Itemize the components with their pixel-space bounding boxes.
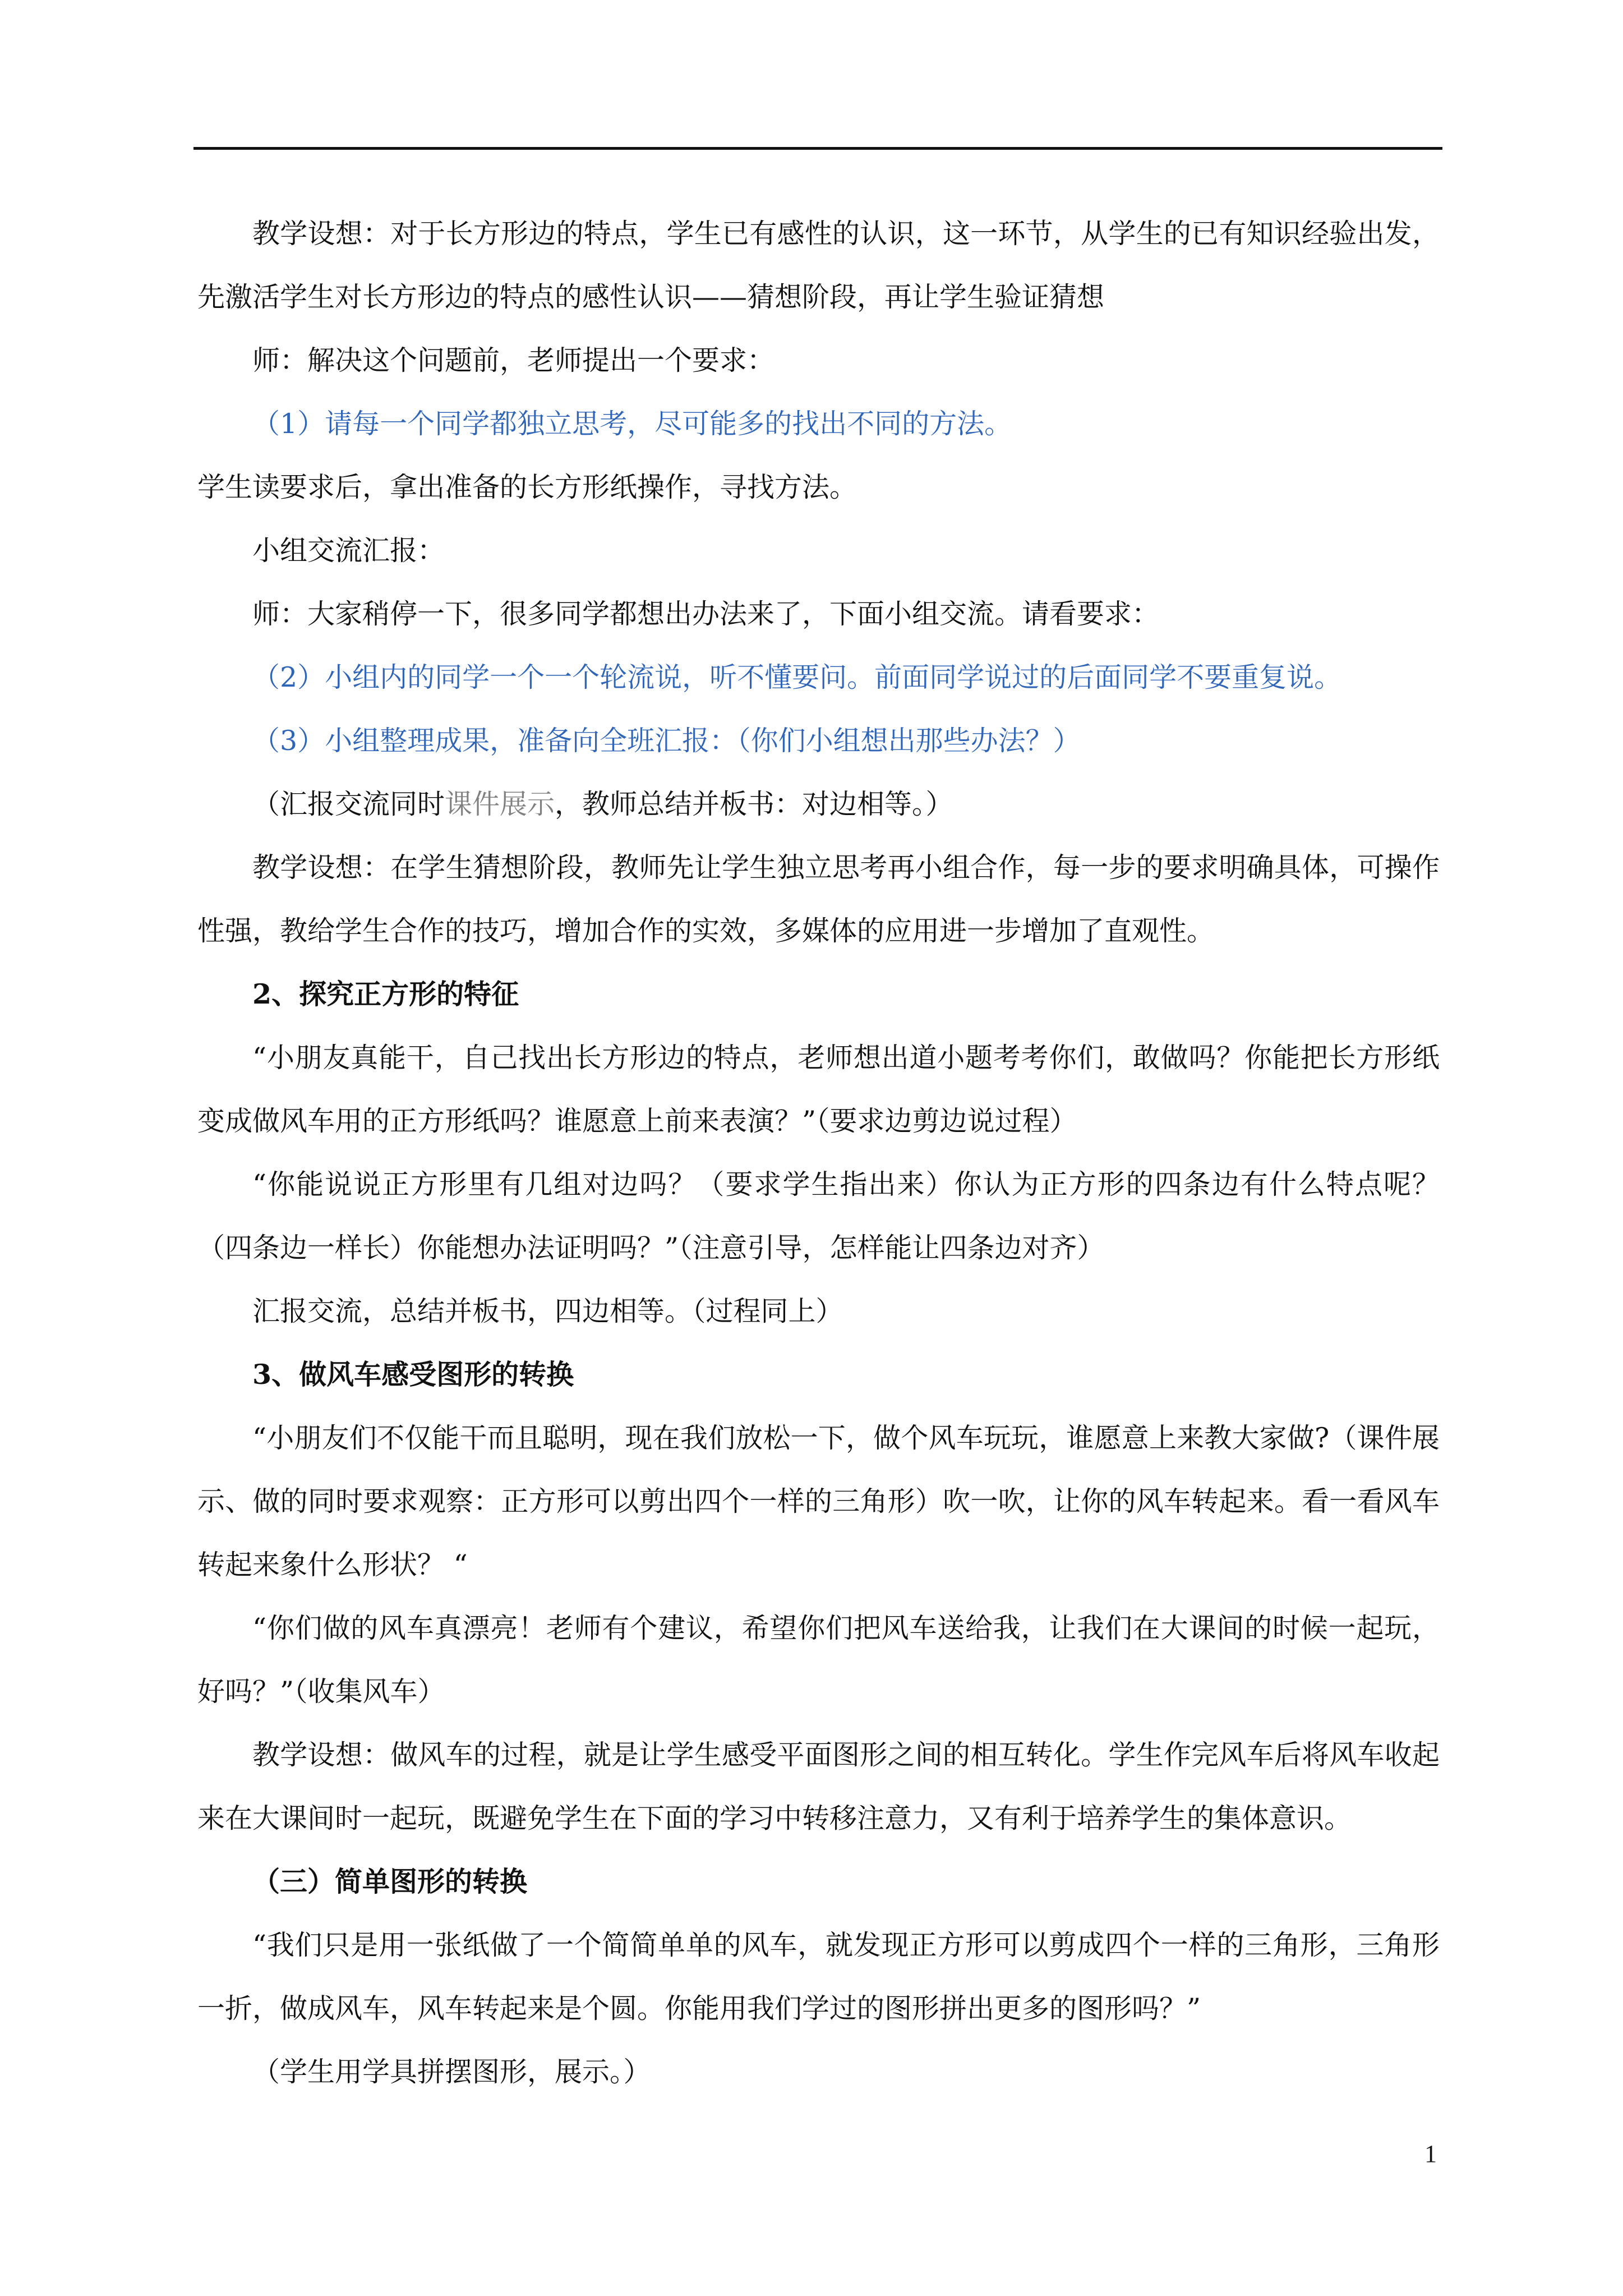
- section-heading-simple-shapes: （三）简单图形的转换: [252, 1865, 528, 1898]
- student-action-line: 学生读要求后，拿出准备的长方形纸操作，寻找方法。: [197, 471, 857, 503]
- teacher-line: 师：解决这个问题前，老师提出一个要求：: [252, 344, 775, 376]
- square-quote-2: “你能说说正方形里有几组对边吗？（要求学生指出来）你认为正方形的四条边有什么特点呢？（四条边一样长）你能想办法证明吗？”（注意引导，怎样能让四条边对齐）: [197, 1168, 1440, 1264]
- windmill-quote-1: “小朋友们不仅能干而且聪明，现在我们放松一下，做个风车玩玩，谁愿意上来教大家做?（课件展示、做的同时要求观察：正方形可以剪出四个一样的三角形）吹一吹，让你的风车转起来。看一看风车转起来象什么形状？ “: [197, 1422, 1440, 1581]
- group-report-line: 小组交流汇报：: [252, 535, 445, 567]
- teaching-idea-paragraph-2: 教学设想：在学生猜想阶段，教师先让学生独立思考再小组合作，每一步的要求明确具体，可操作性强，教给学生合作的技巧，增加合作的实效，多媒体的应用进一步增加了直观性。: [197, 852, 1440, 947]
- student-display-line: （学生用学具拼摆图形，展示。）: [252, 2056, 651, 2088]
- requirement-2: （2）小组内的同学一个一个轮流说，听不懂要问。前面同学说过的后面同学不要重复说。: [252, 661, 1342, 693]
- teaching-idea-paragraph: 教学设想：对于长方形边的特点，学生已有感性的认识，这一环节，从学生的已有知识经验出发，先激活学生对长方形边的特点的感性认识——猜想阶段，再让学生验证猜想: [197, 218, 1440, 313]
- header-rule: [193, 147, 1442, 150]
- report-summary-part-a: （汇报交流同时: [252, 788, 445, 820]
- teaching-idea-paragraph-3: 教学设想：做风车的过程，就是让学生感受平面图形之间的相互转化。学生作完风车后将风车收起来在大课间时一起玩，既避免学生在下面的学习中转移注意力，又有利于培养学生的集体意识。: [197, 1739, 1440, 1834]
- report-summary-part-c: ，教师总结并板书：对边相等。）: [555, 788, 953, 820]
- body-text: [197, 202, 1440, 2104]
- page-number: 1: [1424, 2140, 1437, 2168]
- shape-transform-quote: “我们只是用一张纸做了一个简简单单的风车，就发现正方形可以剪成四个一样的三角形，三角形一折，做成风车，风车转起来是个圆。你能用我们学过的图形拼出更多的图形吗？”: [197, 1929, 1440, 2024]
- courseware-display-text: 课件展示: [445, 788, 555, 820]
- square-quote-1: “小朋友真能干，自己找出长方形边的特点，老师想出道小题考考你们，敢做吗？你能把长方形纸变成做风车用的正方形纸吗？谁愿意上前来表演？”（要求边剪边说过程）: [197, 1042, 1440, 1137]
- windmill-quote-2: “你们做的风车真漂亮！老师有个建议，希望你们把风车送给我，让我们在大课间的时候一起玩，好吗？”（收集风车）: [197, 1612, 1440, 1708]
- section-heading-windmill: 3、做风车感受图形的转换: [252, 1358, 574, 1391]
- teacher-line-2: 师：大家稍停一下，很多同学都想出办法来了，下面小组交流。请看要求：: [252, 598, 1160, 630]
- square-summary-line: 汇报交流，总结并板书，四边相等。（过程同上）: [252, 1295, 843, 1327]
- requirement-3: （3）小组整理成果，准备向全班汇报：（你们小组想出那些办法？）: [252, 725, 1081, 757]
- requirement-1: （1）请每一个同学都独立思考，尽可能多的找出不同的方法。: [252, 408, 1012, 440]
- report-summary-line: [197, 772, 1440, 836]
- section-heading-square: 2、探究正方形的特征: [252, 978, 519, 1010]
